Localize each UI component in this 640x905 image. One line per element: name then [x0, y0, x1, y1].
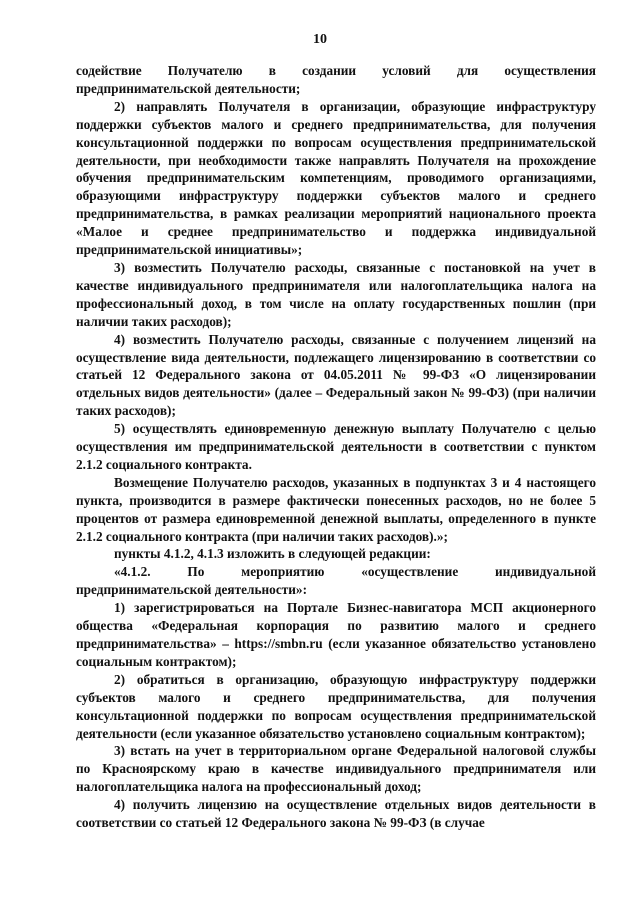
- document-body: [76, 62, 596, 832]
- paragraph: «4.1.2. По мероприятию «осуществление индивидуальной предпринимательской деятельности»:: [76, 564, 596, 598]
- paragraph: 4) возместить Получателю расходы, связанные с получением лицензий на осуществление вида деятельности, подлежащего лицензированию в соответствии со статьей 12 Федерального закона от 04.05.2011 № 99-ФЗ «О лицензировании отдельных видов деятельности» (далее – Федеральный закон № 99-ФЗ) (при наличии таких расходов);: [76, 331, 596, 419]
- paragraph: 2) обратиться в организацию, образующую инфраструктуру поддержки субъектов малого и среднего предпринимательства, для получения консультационной поддержки по вопросам осуществления предпринимательской деятельности (если указанное обязательство установлено социальным контрактом);: [76, 671, 596, 741]
- paragraph: содействие Получателю в создании условий для осуществления предпринимательской деятельности;: [76, 63, 596, 96]
- paragraph: 2) направлять Получателя в организации, образующие инфраструктуру поддержки субъектов малого и среднего предпринимательства, для получения консультационной поддержки по вопросам осуществления предпринимательской деятельности, при необходимости также направлять Получателя на прохождение обучения предпринимательским компетенциям, проводимого организациями, образующими инфраструктуру поддержки субъектов малого и среднего предпринимательства, в рамках реализации мероприятий национального проекта «Малое и среднее предпринимательство и поддержка индивидуальной предпринимательской инициативы»;: [76, 98, 596, 258]
- paragraph: 3) возместить Получателю расходы, связанные с постановкой на учет в качестве индивидуального предпринимателя или налогоплательщика налога на профессиональный доход, в том числе на оплату государственных пошлин (при наличии таких расходов);: [76, 259, 596, 329]
- paragraph: 3) встать на учет в территориальном органе Федеральной налоговой службы по Красноярскому краю в качестве индивидуального предпринимателя или налогоплательщика налога на профессиональный доход;: [76, 743, 596, 795]
- paragraph: 5) осуществлять единовременную денежную выплату Получателю с целью осуществления им предпринимательской деятельности в соответствии с пунктом 2.1.2 социального контракта.: [76, 421, 596, 472]
- paragraph: пункты 4.1.2, 4.1.3 изложить в следующей редакции:: [114, 546, 431, 562]
- paragraph: Возмещение Получателю расходов, указанных в подпунктах 3 и 4 настоящего пункта, производится в размере фактически понесенных расходов, но не более 5 процентов от размера единовременной денежной выплаты, определенного в пункте 2.1.2 социального контракта (при наличии таких расходов).»;: [76, 474, 596, 544]
- paragraph: 4) получить лицензию на осуществление отдельных видов деятельности в соответствии со статьей 12 Федерального закона № 99-ФЗ (в случае: [76, 797, 596, 831]
- paragraph: 1) зарегистрироваться на Портале Бизнес-навигатора МСП акционерного общества «Федеральная корпорация по развитию малого и среднего предпринимательства» – https://smbn.ru (если указанное обязательство установлено социальным контрактом);: [76, 600, 596, 669]
- page-number: 10: [313, 32, 327, 47]
